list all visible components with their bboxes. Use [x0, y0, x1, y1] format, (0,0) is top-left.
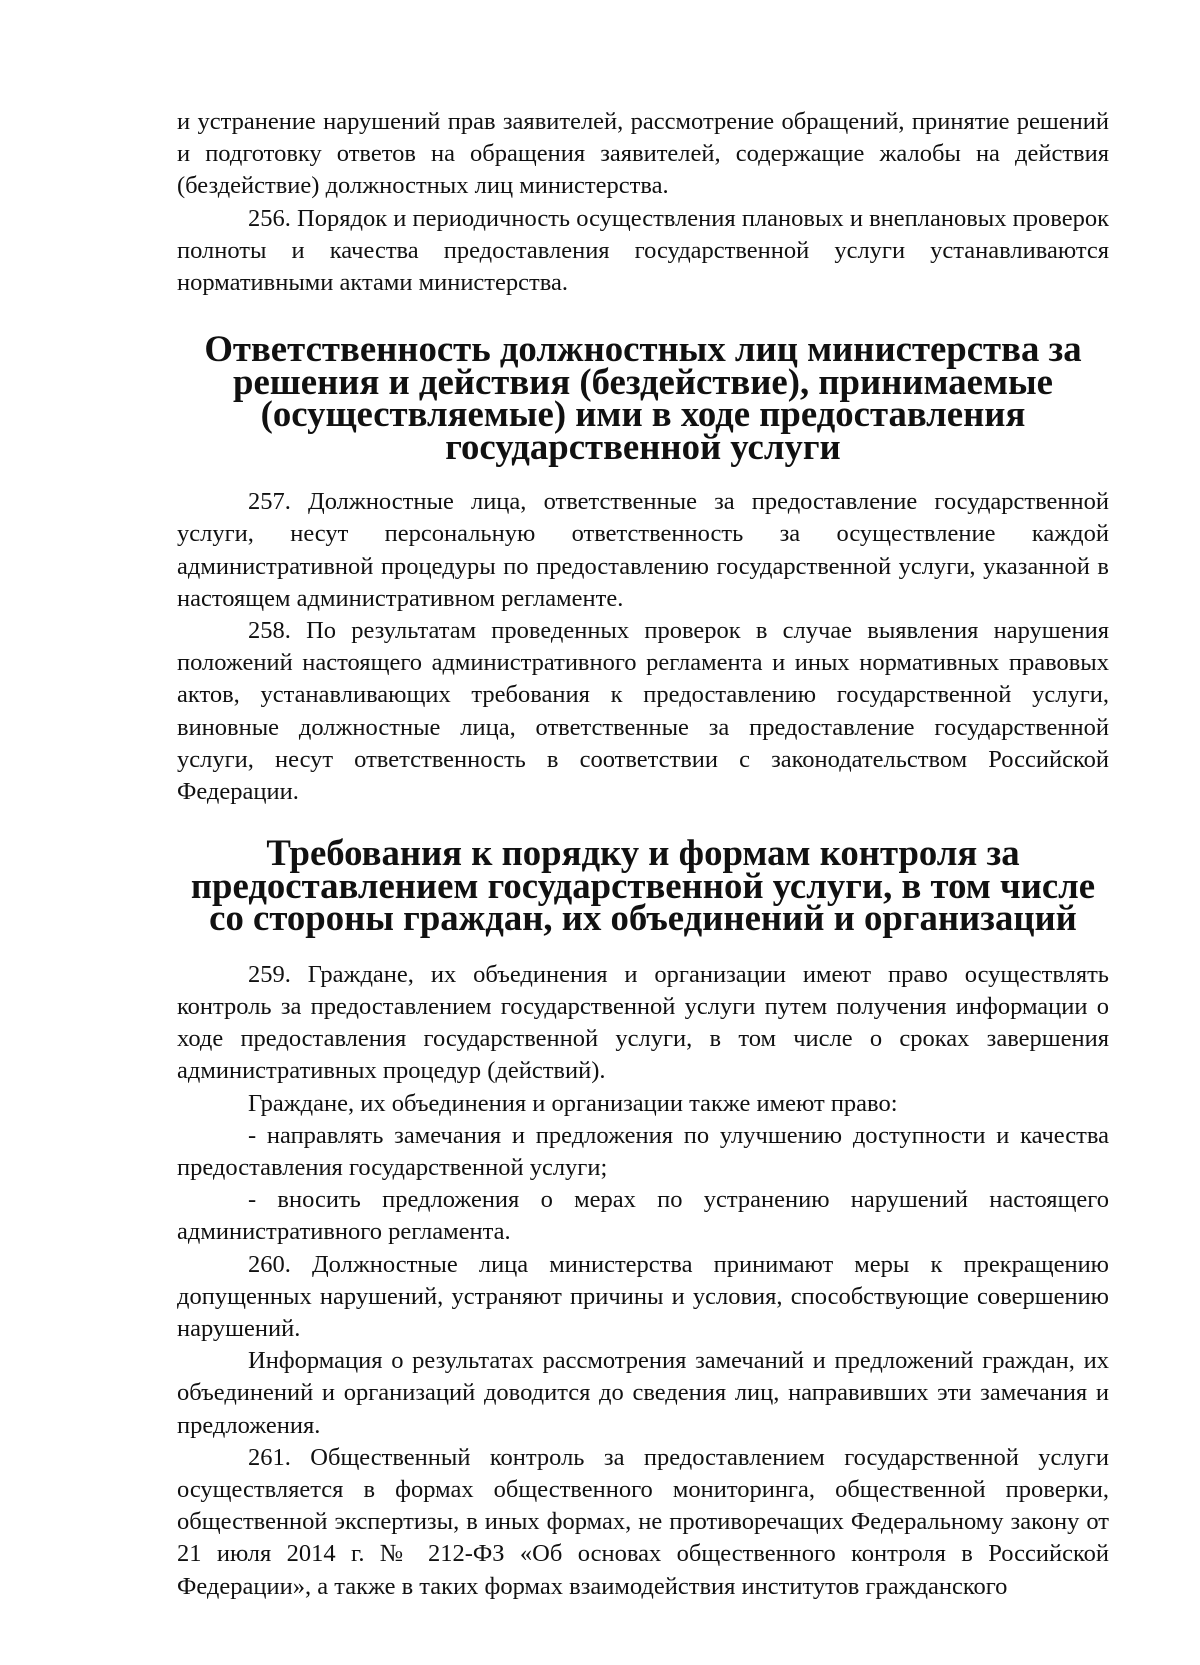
- paragraph-259: 259. Граждане, их объединения и организации имеют право осуществлять контроль за предоставлением государственной услуги путем получения информации о ходе предоставления государственной услуги, в том числе о сроках завершения административных процедур (действий).: [177, 960, 1109, 1085]
- paragraph-information: Информация о результатах рассмотрения замечаний и предложений граждан, их объединений и организаций доводится до сведения лиц, направивших эти замечания и предложения.: [177, 1347, 1109, 1439]
- list-item-remarks: - направлять замечания и предложения по улучшению доступности и качества предоставления государственной услуги;: [177, 1121, 1109, 1181]
- document-page: [177, 106, 1109, 1603]
- paragraph-rights-intro: Граждане, их объединения и организации также имеют право:: [248, 1089, 898, 1117]
- section-heading-control-requirements: Требования к порядку и формам контроля за предоставлением государственной услуги, в том числе со стороны граждан, их объединений и организаций: [190, 832, 1096, 939]
- paragraph-256: 256. Порядок и периодичность осуществления плановых и внеплановых проверок полноты и качества предоставления государственной услуги устанавливаются нормативными актами министерства.: [177, 204, 1109, 297]
- list-item-proposals: - вносить предложения о мерах по устранению нарушений настоящего административного регламента.: [177, 1186, 1109, 1246]
- paragraph-257: 257. Должностные лица, ответственные за предоставление государственной услуги, несут персональную ответственность за осуществление каждой административной процедуры по предоставлению государственной услуги, указанной в настоящем административном регламенте.: [177, 488, 1109, 612]
- paragraph-261: 261. Общественный контроль за предоставлением государственной услуги осуществляется в формах общественного мониторинга, общественной проверки, общественной экспертизы, в иных формах, не противоречащих Федеральному закону от 21 июля 2014 г. № 212-ФЗ «Об основах общественного контроля в Российской Федерации», а также в таких формах взаимодействия институтов гражданского: [177, 1443, 1109, 1600]
- section-heading-responsibility: Ответственность должностных лиц министерства за решения и действия (бездействие), принимаемые (осуществляемые) ими в ходе предоставления государственной услуги: [204, 328, 1082, 467]
- paragraph-260: 260. Должностные лица министерства принимают меры к прекращению допущенных нарушений, устраняют причины и условия, способствующие совершению нарушений.: [177, 1250, 1109, 1342]
- paragraph-258: 258. По результатам проведенных проверок в случае выявления нарушения положений настоящего административного регламента и иных нормативных правовых актов, устанавливающих требования к предоставлению государственной услуги, виновные должностные лица, ответственные за предоставление государственной услуги, несут ответственность в соответствии с законодательством Российской Федерации.: [177, 617, 1109, 806]
- paragraph-continuation: и устранение нарушений прав заявителей, рассмотрение обращений, принятие решений и подготовку ответов на обращения заявителей, содержащие жалобы на действия (бездействие) должностных лиц министерства.: [177, 108, 1109, 200]
